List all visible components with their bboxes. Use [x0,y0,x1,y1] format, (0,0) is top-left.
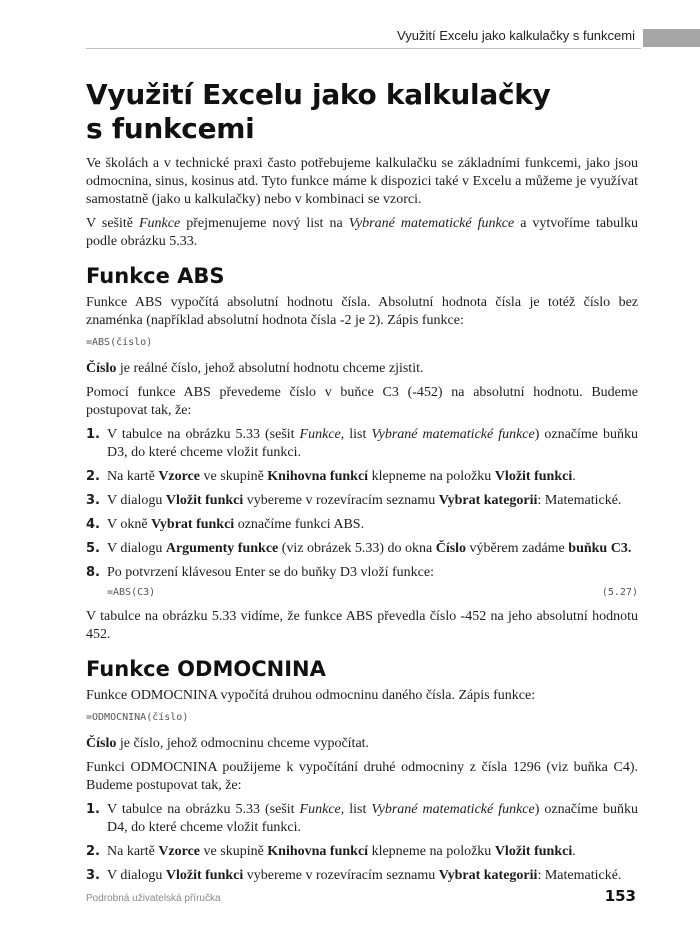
running-title: Využití Excelu jako kalkulačky s funkcemi [397,28,635,43]
sqrt-steps [86,801,638,885]
abs-conclusion: V tabulce na obrázku 5.33 vidíme, že funkce ABS převedla číslo -452 na jeho absolutní hodnotu 452. [86,609,638,642]
abs-description: Funkce ABS vypočítá absolutní hodnotu čísla. Absolutní hodnota čísla je totéž číslo bez znaménka (například absolutní hodnota čísla -2 je 2). Zápis funkce: [86,295,638,328]
section-heading-odmocnina: Funkce ODMOCNINA [86,657,326,681]
list-item: 8. Po potvrzení klávesou Enter se do buňky D3 vloží funkce: =ABS(C3) (5.27) [86,565,638,598]
header-tab-bar [643,29,700,47]
sqrt-procedure-intro: Funkci ODMOCNINA použijeme k vypočítání druhé odmocniny z čísla 1296 (viz buňka C4). Budeme postupovat tak, že: [86,760,638,793]
running-header [86,26,641,49]
page-title: Využití Excelu jako kalkulačky s funkcemi [86,78,551,145]
page-content [86,78,638,893]
abs-steps [86,426,638,600]
abs-formula: =ABS(C3) (5.27) [107,587,638,598]
sqrt-syntax: =ODMOCNINA(číslo) [86,712,189,723]
list-item: 1. V tabulce na obrázku 5.33 (sešit Funkce, list Vybrané matematické funkce) označíme buňku D4, do které chceme vložit funkci. [86,802,638,835]
section-heading-abs: Funkce ABS [86,264,225,288]
list-item: 1. V tabulce na obrázku 5.33 (sešit Funkce, list Vybrané matematické funkce) označíme buňku D3, do které chceme vložit funkci. [86,427,638,460]
footer-book-title: Podrobná uživatelská příručka [86,893,221,904]
list-item: 2. Na kartě Vzorce ve skupině Knihovna funkcí klepneme na položku Vložit funkci. [86,469,576,484]
sqrt-argument: Číslo je číslo, jehož odmocninu chceme vypočítat. [86,736,370,751]
list-item: 5. V dialogu Argumenty funkce (viz obrázek 5.33) do okna Číslo výběrem zadáme buňku C3. [86,541,632,556]
abs-argument: Číslo je reálné číslo, jehož absolutní hodnotu chceme zjistit. [86,361,424,376]
page-number: 153 [604,887,636,905]
intro-paragraph: Ve školách a v technické praxi často potřebujeme kalkulačku se základními funkcemi, jako jsou odmocnina, sinus, kosinus atd. Tyto funkce máme k dispozici také v Excelu a můžeme je využívat samostatně (jako u kalkulačky) nebo v kombinaci se vzorci. [86,156,638,207]
equation-number: (5.27) [601,587,638,598]
list-item: 2. Na kartě Vzorce ve skupině Knihovna funkcí klepneme na položku Vložit funkci. [86,844,576,859]
list-item: 3. V dialogu Vložit funkci vybereme v rozevíracím seznamu Vybrat kategorii: Matematické. [86,868,622,883]
list-item: 4. V okně Vybrat funkci označíme funkci ABS. [86,517,365,532]
intro-paragraph-2: V sešitě Funkce přejmenujeme nový list na Vybrané matematické funkce a vytvoříme tabulku podle obrázku 5.33. [86,216,638,249]
list-item: 3. V dialogu Vložit funkci vybereme v rozevíracím seznamu Vybrat kategorii: Matematické. [86,493,622,508]
sqrt-description: Funkce ODMOCNINA vypočítá druhou odmocninu daného čísla. Zápis funkce: [86,688,536,703]
abs-syntax: =ABS(číslo) [86,337,153,348]
abs-procedure-intro: Pomocí funkce ABS převedeme číslo v buňce C3 (-452) na absolutní hodnotu. Budeme postupovat tak, že: [86,385,638,418]
